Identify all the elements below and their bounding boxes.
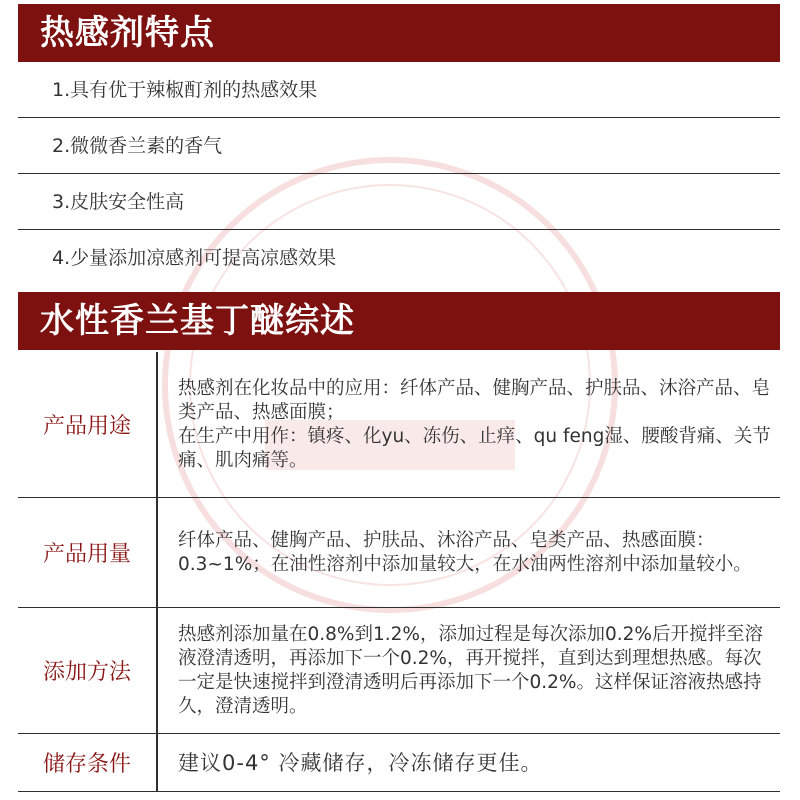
row-label: 产品用量	[18, 498, 158, 607]
row-content	[178, 608, 772, 733]
table-row-dosage	[18, 498, 780, 608]
feature-item: 2.微微香兰素的香气	[18, 118, 780, 174]
row-content-line: 纤体产品、健胸产品、护肤品、沐浴产品、皂类产品、热感面膜：0.3~1%；在油性溶剂中添加量较大，在水油两性溶剂中添加量较小。	[178, 529, 752, 575]
feature-item: 4.少量添加凉感剂可提高凉感效果	[52, 247, 337, 269]
table-row-method	[18, 608, 780, 734]
row-content	[178, 352, 772, 497]
row-content-line: 热感剂在化妆品中的应用：纤体产品、健胸产品、护肤品、沐浴产品、皂类产品、热感面膜；	[178, 377, 771, 423]
row-content	[178, 498, 772, 607]
row-content-line: 在生产中用作：镇疼、化yu、冻伤、止痒、qu feng湿、腰酸背痛、关节痛、肌肉痛等。	[178, 425, 771, 471]
row-content-line: 热感剂添加量在0.8%到1.2%，添加过程是每次添加0.2%后开搅拌至溶液澄清透明，再添加下一个0.2%，再开搅拌，直到达到理想热感。每次一定是快速搅拌到澄清透明后再添加下一个0.2%。这样保证溶液热感持久，澄清透明。	[178, 623, 764, 717]
feature-item: 1.具有优于辣椒酊剂的热感效果	[18, 62, 780, 118]
table-row-usage	[18, 352, 780, 498]
table-row-storage	[18, 734, 780, 792]
section-title-overview: 水性香兰基丁醚综述	[18, 292, 780, 350]
feature-item: 3.皮肤安全性高	[18, 174, 780, 230]
section-title-features: 热感剂特点	[18, 4, 780, 62]
row-label: 添加方法	[18, 608, 158, 733]
row-content-line: 建议0-4° 冷藏储存，冷冻储存更佳。	[178, 750, 543, 775]
row-label: 产品用途	[18, 352, 158, 497]
row-content	[178, 734, 772, 791]
row-label: 储存条件	[18, 734, 158, 791]
